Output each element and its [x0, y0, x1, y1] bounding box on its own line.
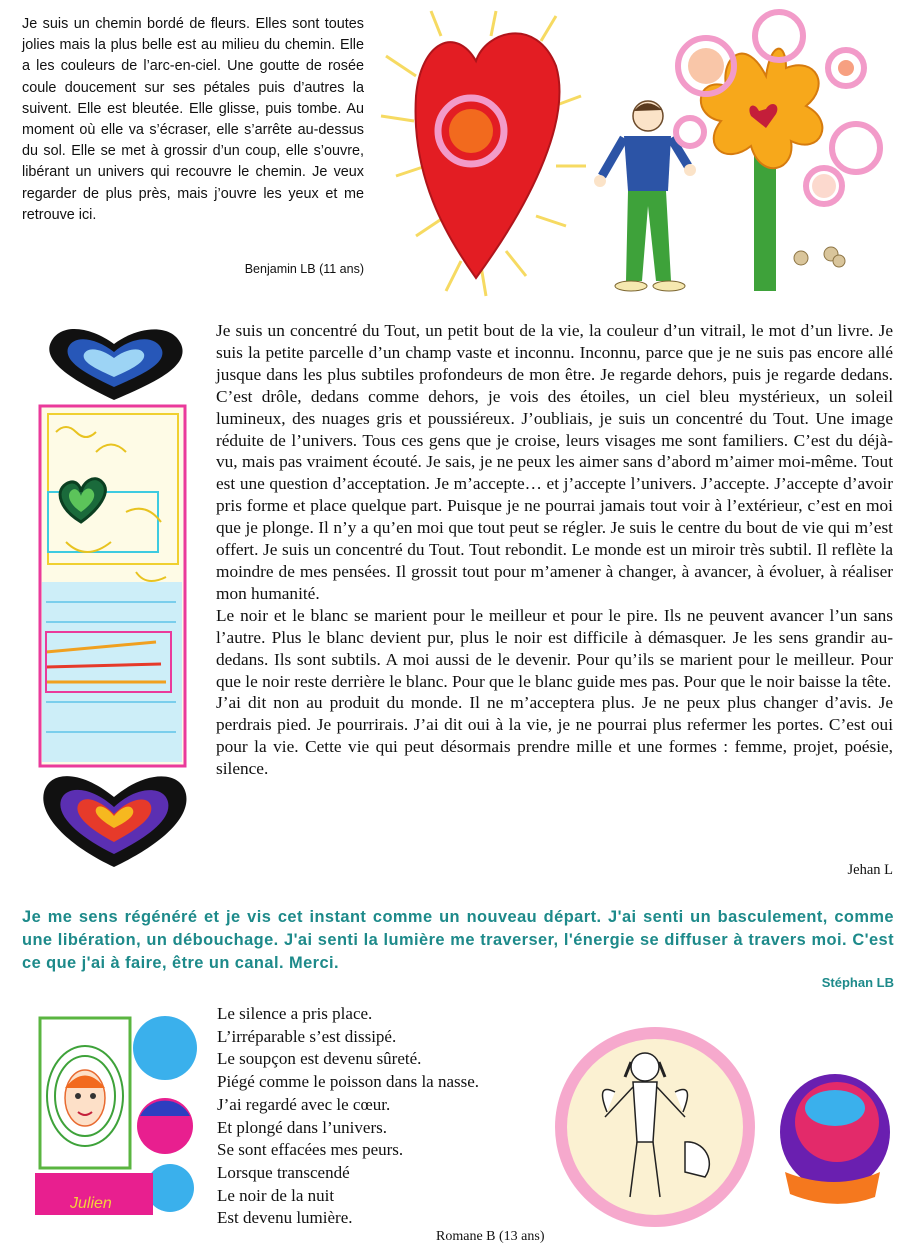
author-jehan: Jehan L [847, 862, 893, 878]
poem-line: Lorsque transcendé [217, 1162, 350, 1182]
poem-line: Le soupçon est devenu sûreté. [217, 1049, 422, 1069]
story-benjamin: Je suis un chemin bordé de fleurs. Elles sont toutes jolies mais la plus belle est au milieu du chemin. Elle a les couleurs de l’arc-en-ciel. Une goutte de rosée coule doucement sur ses pétales puis d’autres la suivent. Elle est bleutée. Elle glisse, puis tombe. Au moment où elle va s’écraser, elle s’arrête au-dessus du sol. Elle se met à grossir d’un coup, elle s’ouvre, libérant un univers qui recouvre le chemin. Je veux regarder de plus près, mais j’ouvre les yeux et me retrouve ici. [22, 16, 364, 223]
poem-line: Se sont effacées mes peurs. [217, 1140, 404, 1160]
drawing-signature: Julien [70, 1195, 112, 1212]
heart-orange-dot [449, 109, 493, 153]
hearts-column-drawing [36, 322, 192, 872]
poem-line: L’irréparable s’est dissipé. [217, 1026, 397, 1046]
blue-blob-bottom [146, 1164, 194, 1212]
poem-line: Le noir de la nuit [217, 1185, 335, 1205]
angel-drawing [545, 1022, 890, 1232]
poem-line: Piégé comme le poisson dans la nasse. [217, 1072, 480, 1092]
poem-line: J’ai regardé avec le cœur. [217, 1094, 391, 1114]
author-stephan: Stéphan LB [821, 975, 894, 990]
blue-blob-top [133, 1016, 197, 1080]
paragraph: Je suis un concentré du Tout, un petit bout de la vie, la couleur d’un vitrail, le mot d’un livre. Je suis la petite parcelle d’un champ vaste et inconnu. Inconnu, parce que je ne suis pas encore allé jusque dans les plus subtiles profondeurs de mon être. Je regarde dehors, puis je regarde dedans. C’est drôle, dedans comme dehors, je vois des étoiles, un ciel bleu mystérieux, un soleil lumineux, des nuages gris et poussiéreux. J’oubliais, je suis un concentré du Tout. Une image réduite de l’univers. Tous ces gens que je croise, leurs visages me sont familiers. C’est du déjà-vu, mais pas vraiment écouté. Je sais, je ne peux les aimer sans d’abord m’aimer moi-même. Tout est une question d’acceptation. Je m’accepte… et j’accepte l’univers. J’accepte. J’accepte d’avoir pris forme et place quelque part. Puisque je ne pourrai jamais tout voir à l’extérieur, c’est en moi que je plonge. Il n’y a qu’en moi que tout peut se régler. Je suis le centre du bout de vie qui m’est offert. Je suis un concentré du Tout. Tout rebondit. Le monde est un miroir très subtil. Il reflète la moindre de mes pensées. Il grossit tout pour m’amener à changer, à avancer, à évoluer, à réaliser mon humanité. [216, 321, 893, 603]
paragraph: Le noir et le blanc se marient pour le meilleur et pour le pire. Ils ne peuvent avancer l’un sans l’autre. Plus le blanc devient pur, plus le noir est difficile à démasquer. Je les sens grandir au-dedans. Ils sont subtils. A moi aussi de le devenir. Pour qu’ils se marient pour le meilleur. Pour que le noir reste derrière le blanc. Pour que le blanc guide mes pas. Pour que le noir baisse la tête. [216, 605, 893, 691]
testimony-stephan: Je me sens régénéré et je vis cet instant comme un nouveau départ. J'ai senti un basculement, comme une libération, un débouchage. J'ai senti la lumière me traverser, l'énergie se diffuser à travers moi. C'est ce que j'ai à faire, être un canal. Merci. [22, 908, 894, 972]
face-drawing [30, 1008, 198, 1233]
small-flowers [794, 247, 845, 267]
poem-line: Est devenu lumière. [217, 1208, 353, 1228]
poem-line: Le silence a pris place. [217, 1004, 373, 1023]
poem-line: Et plongé dans l’univers. [217, 1117, 387, 1137]
story-jehan [216, 320, 893, 780]
boy-figure [594, 101, 696, 291]
paragraph: J’ai dit non au produit du monde. Il ne m’acceptera plus. Je ne peux plus changer d’avis. Je perdrais pied. Je pourrirais. J’ai dit oui à la vie, je ne pourrai plus refermer les portes. C’est oui pour la vie. Cette vie qui peut désormais prendre mille et une formes : femme, projet, poésie, silence. [216, 693, 893, 779]
poem-romane [217, 1003, 537, 1230]
heart-boy-flower-drawing [376, 6, 902, 304]
author-benjamin: Benjamin LB (11 ans) [244, 262, 364, 276]
author-romane: Romane B (13 ans) [436, 1229, 545, 1244]
